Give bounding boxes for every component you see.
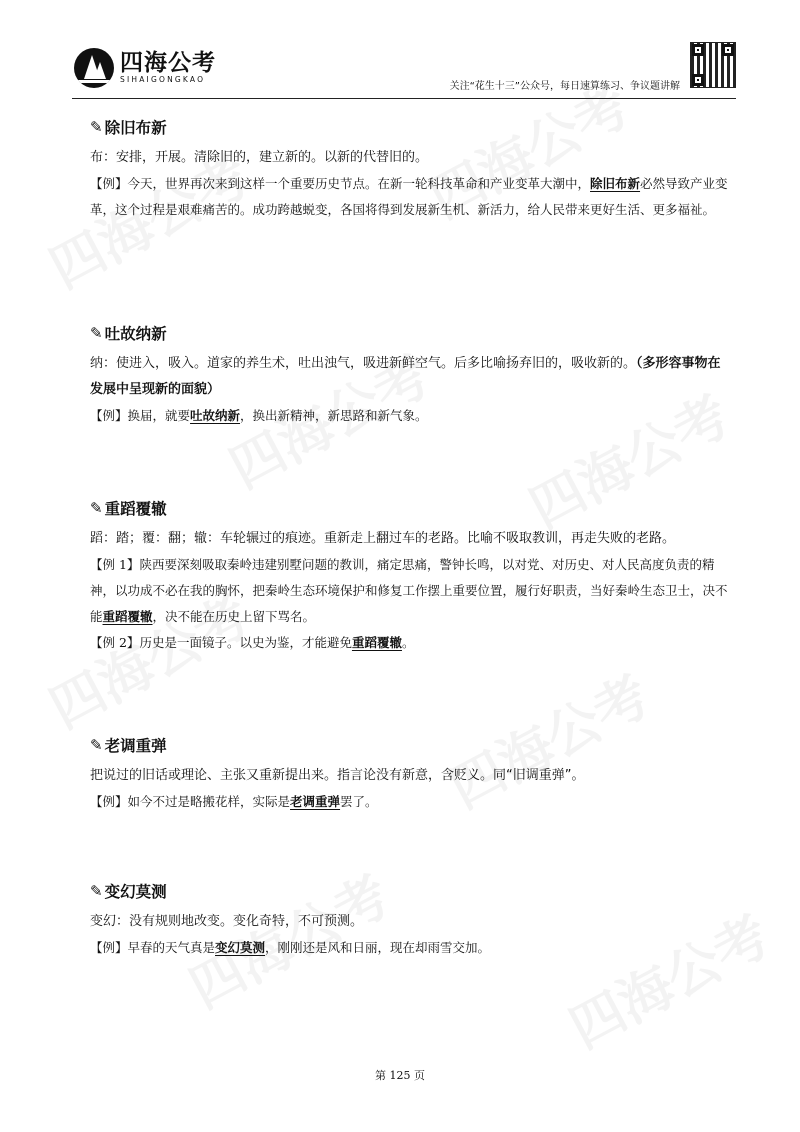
definition-note: （多形容事物在发展中呈现新的面貌）: [90, 356, 721, 397]
entry-definition: 变幻：没有规则地改变。变化奇特，不可预测。: [90, 914, 364, 929]
brand-logo: [74, 48, 216, 88]
example-highlight: 吐故纳新: [190, 408, 241, 423]
brand-name-cn: 四海公考: [120, 50, 216, 76]
example-highlight: 重蹈覆辙: [102, 609, 153, 624]
qr-code-icon: [690, 42, 736, 88]
sailboat-logo-icon: [74, 48, 114, 88]
entry-example: 【例】如今不过是略搬花样，实际是老调重弹罢了。: [90, 794, 378, 809]
entry-example: 【例】早春的天气真是变幻莫测，刚刚还是风和日丽，现在却雨雪交加。: [90, 940, 491, 955]
entry-example: 【例】换届，就要吐故纳新，换出新精神，新思路和新气象。: [90, 408, 428, 423]
idiom-entry: [90, 734, 730, 815]
example-highlight: 除旧布新: [590, 176, 641, 191]
entry-definition: 纳：使进入，吸入。道家的养生术，吐出浊气，吸进新鲜空气。后多比喻扬弃旧的，吸收新的。（多形容事物在发展中呈现新的面貌）: [90, 356, 721, 397]
pencil-icon: ✎: [90, 499, 103, 517]
example-label: 【例】: [90, 940, 128, 955]
page-number: 第 125 页: [375, 1069, 425, 1082]
idiom-entry: [90, 497, 730, 656]
example-label: 【例】: [90, 176, 128, 191]
entry-title: 变幻莫测: [104, 883, 167, 901]
entry-title: 除旧布新: [104, 119, 167, 137]
idiom-entry: [90, 322, 730, 429]
entry-title: 老调重弹: [104, 737, 167, 755]
pencil-icon: ✎: [90, 882, 103, 900]
entry-example: 【例】今天，世界再次来到这样一个重要历史节点。在新一轮科技革命和产业变革大潮中，除旧布新必然导致产业变革，这个过程是艰难痛苦的。成功跨越蜕变，各国将得到发展新生机、新活力，给人民带来更好生活、更多福祉。: [90, 176, 728, 217]
entry-example: 【例 2】历史是一面镜子。以史为鉴，才能避免重蹈覆辙。: [90, 635, 415, 650]
example-label: 【例 1】: [90, 557, 140, 572]
pencil-icon: ✎: [90, 736, 103, 754]
example-highlight: 重蹈覆辙: [351, 635, 402, 650]
entry-example: 【例 1】陕西要深刻吸取秦岭违建别墅问题的教训，痛定思痛，警钟长鸣，以对党、对历史、对人民高度负责的精神，以功成不必在我的胸怀，把秦岭生态环境保护和修复工作摆上重要位置，履行好职责，当好秦岭生态卫士，决不能重蹈覆辙，决不能在历史上留下骂名。: [90, 557, 728, 624]
pencil-icon: ✎: [90, 118, 103, 136]
brand-name-en: SIHAIGONGKAO: [120, 75, 206, 84]
entry-definition: 蹈：踏；覆：翻；辙：车轮辗过的痕迹。重新走上翻过车的老路。比喻不吸取教训，再走失败的老路。: [90, 531, 676, 546]
entry-title: 重蹈覆辙: [104, 500, 167, 518]
example-label: 【例 2】: [90, 635, 140, 650]
page-header: [72, 40, 736, 99]
entry-definition: 把说过的旧话或理论、主张又重新提出来。指言论没有新意，含贬义。同“旧调重弹”。: [90, 768, 585, 783]
example-label: 【例】: [90, 794, 128, 809]
example-highlight: 老调重弹: [290, 794, 341, 809]
example-label: 【例】: [90, 408, 128, 423]
header-note: 关注“花生十三”公众号，每日速算练习、争议题讲解: [449, 81, 680, 92]
entry-title: 吐故纳新: [104, 325, 167, 343]
pencil-icon: ✎: [90, 324, 103, 342]
entry-definition: 布：安排，开展。清除旧的，建立新的。以新的代替旧的。: [90, 150, 429, 165]
idiom-entry: [90, 880, 730, 961]
idiom-entry: [90, 116, 730, 223]
example-highlight: 变幻莫测: [215, 940, 266, 955]
